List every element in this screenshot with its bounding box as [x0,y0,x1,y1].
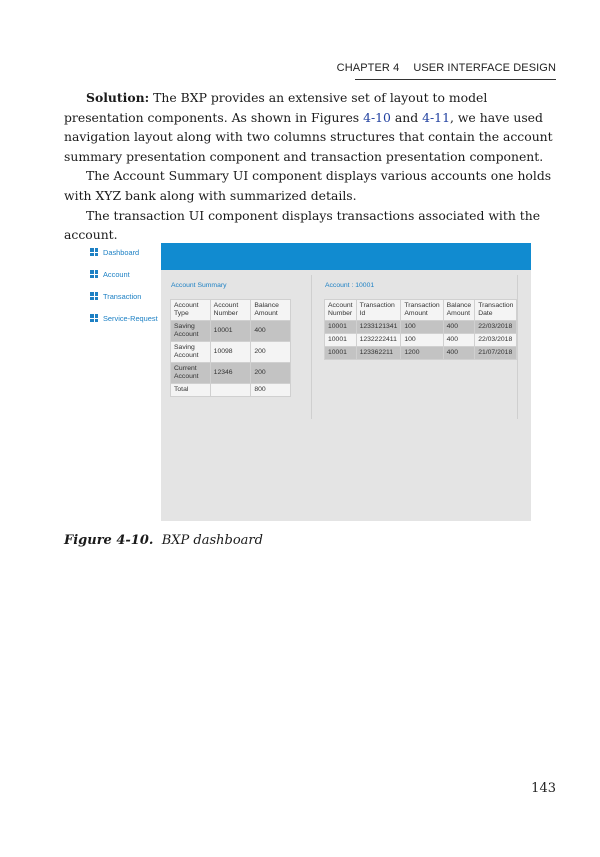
table-row [325,347,517,360]
nav-item-dashboard[interactable] [90,246,139,258]
caption-text: BXP dashboard [161,533,263,548]
table-cell: 400 [443,334,475,347]
table-cell: 1233121341 [356,321,401,334]
header-rule [355,79,556,80]
table-cell: Saving Account [171,321,211,342]
table-cell: 10001 [210,321,251,342]
nav-item-transaction[interactable] [90,290,141,302]
table-cell: 10098 [210,342,251,363]
nav-item-service-request[interactable] [90,312,158,324]
table-cell: 22/03/2018 [475,321,517,334]
dashboard-icon [90,270,98,278]
table-cell: 200 [251,363,291,384]
table-cell: 123362211 [356,347,401,360]
table-cell: 100 [401,334,443,347]
chapter-label: CHAPTER 4 [336,62,400,74]
figure-link-4-10[interactable]: 4-10 [363,109,391,125]
table-cell: 400 [443,347,475,360]
transactions-panel [315,275,518,419]
paragraph-transaction: The transaction UI component displays transactions associated with the account. [64,207,541,243]
dashboard-icon [90,248,98,256]
table-cell: 12346 [210,363,251,384]
table-row [325,321,517,334]
table-row [325,334,517,347]
table-cell [210,384,251,397]
table-cell: 1232222411 [356,334,401,347]
account-summary-title: Account Summary [171,282,227,289]
nav-item-label: Service-Request [103,313,158,323]
table-cell: Current Account [171,363,211,384]
table-cell: 10001 [325,334,357,347]
nav-item-account[interactable] [90,268,130,280]
table-cell: 400 [251,321,291,342]
account-summary-panel [161,275,312,419]
nav-item-label: Transaction [103,291,142,301]
table-header-row [325,300,517,321]
table-row [171,363,291,384]
table-cell: 200 [251,342,291,363]
paragraph-text: The BXP provides an extensive set of layout to model presentation components. As shown in Figures [64,90,488,125]
table-row [171,321,291,342]
running-head [337,62,556,74]
account-summary-table [170,299,291,397]
nav-item-label: Account [103,269,130,279]
table-cell: Total [171,384,211,397]
figure-caption [64,533,263,548]
body-text [64,88,558,245]
paragraph-text: , we have used navigation layout along with two columns structures that contain the account summary presentation component and transaction presentation component. [64,109,553,164]
column-header: Transaction Amount [401,300,443,321]
table-cell: 10001 [325,321,357,334]
page-number: 143 [531,781,556,796]
section-label: USER INTERFACE DESIGN [413,62,556,74]
table-cell: 22/03/2018 [475,334,517,347]
column-header: Account Number [210,300,251,321]
table-cell: 100 [401,321,443,334]
dashboard-topbar [161,243,531,270]
column-header: Account Number [325,300,357,321]
caption-label: Figure 4-10. [64,533,154,548]
column-header: Account Type [171,300,211,321]
bxp-dashboard-figure [82,240,531,521]
column-header: Balance Amount [443,300,475,321]
paragraph-text: and [390,109,423,125]
column-header: Balance Amount [251,300,291,321]
table-row-total [171,384,291,397]
table-cell: 1200 [401,347,443,360]
table-cell: Saving Account [171,342,211,363]
solution-lead: Solution: [86,90,150,105]
transactions-table [324,299,517,360]
figure-link-4-11[interactable]: 4-11 [422,109,450,125]
column-header: Transaction Id [356,300,401,321]
paragraph-solution [64,88,558,166]
sidebar-nav [82,240,160,521]
table-header-row [171,300,291,321]
dashboard-main [161,243,531,521]
transactions-title: Account : 10001 [325,282,375,289]
nav-item-label: Dashboard [103,247,140,257]
table-cell: 800 [251,384,291,397]
table-cell: 400 [443,321,475,334]
dashboard-icon [90,314,98,322]
paragraph-account-summary: The Account Summary UI component displays various accounts one holds with XYZ bank along with summarized details. [64,168,552,203]
table-cell: 10001 [325,347,357,360]
table-cell: 21/07/2018 [475,347,517,360]
dashboard-icon [90,292,98,300]
table-row [171,342,291,363]
column-header: Transaction Date [475,300,517,321]
